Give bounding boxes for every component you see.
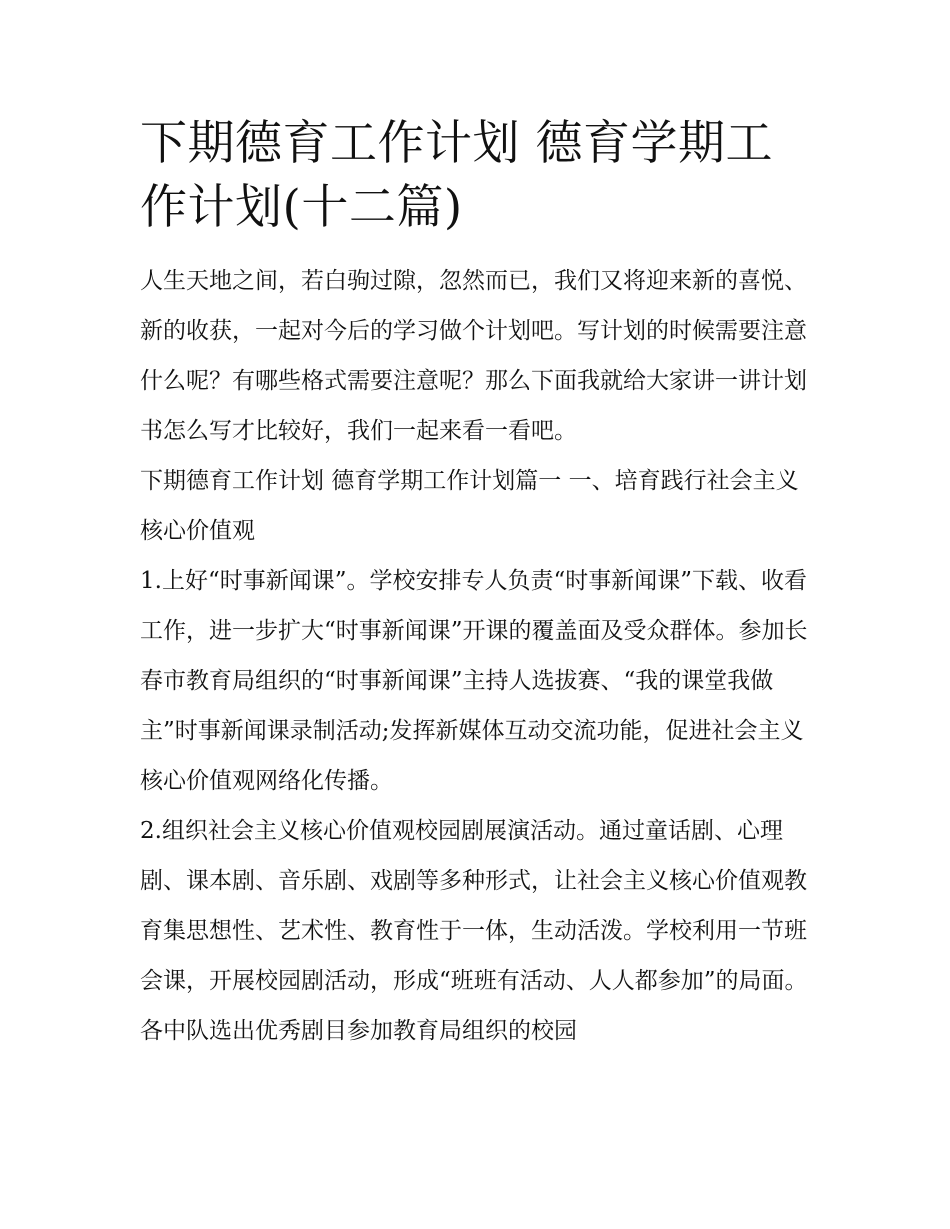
paragraph-item-1: 1.上好“时事新闻课”。学校安排专人负责“时事新闻课”下载、收看工作，进一步扩大“时事新闻课”开课的覆盖面及受众群体。参加长春市教育局组织的“时事新闻课”主持人选拔赛、“我的课堂我做主”时事新闻课录制活动;发挥新媒体互动交流功能，促进社会主义核心价值观网络化传播。: [140, 568, 808, 794]
paragraph-intro: 人生天地之间，若白驹过隙，忽然而已，我们又将迎来新的喜悦、新的收获，一起对今后的学习做个计划吧。写计划的时候需要注意什么呢？有哪些格式需要注意呢？那么下面我就给大家讲一讲计划书怎么写才比较好，我们一起来看一看吧。: [140, 268, 807, 444]
document-title: 下期德育工作计划 德育学期工作计划(十二篇): [140, 116, 773, 235]
document-page: [140, 112, 812, 1056]
paragraph-section-heading: 下期德育工作计划 德育学期工作计划篇一 一、培育践行社会主义核心价值观: [140, 468, 799, 544]
paragraph-item-2: 2.组织社会主义核心价值观校园剧展演活动。通过童话剧、心理剧、课本剧、音乐剧、戏剧等多种形式，让社会主义核心价值观教育集思想性、艺术性、教育性于一体，生动活泼。学校利用一节班会课，开展校园剧活动，形成“班班有活动、人人都参加”的局面。各中队选出优秀剧目参加教育局组织的校园: [140, 818, 808, 1044]
